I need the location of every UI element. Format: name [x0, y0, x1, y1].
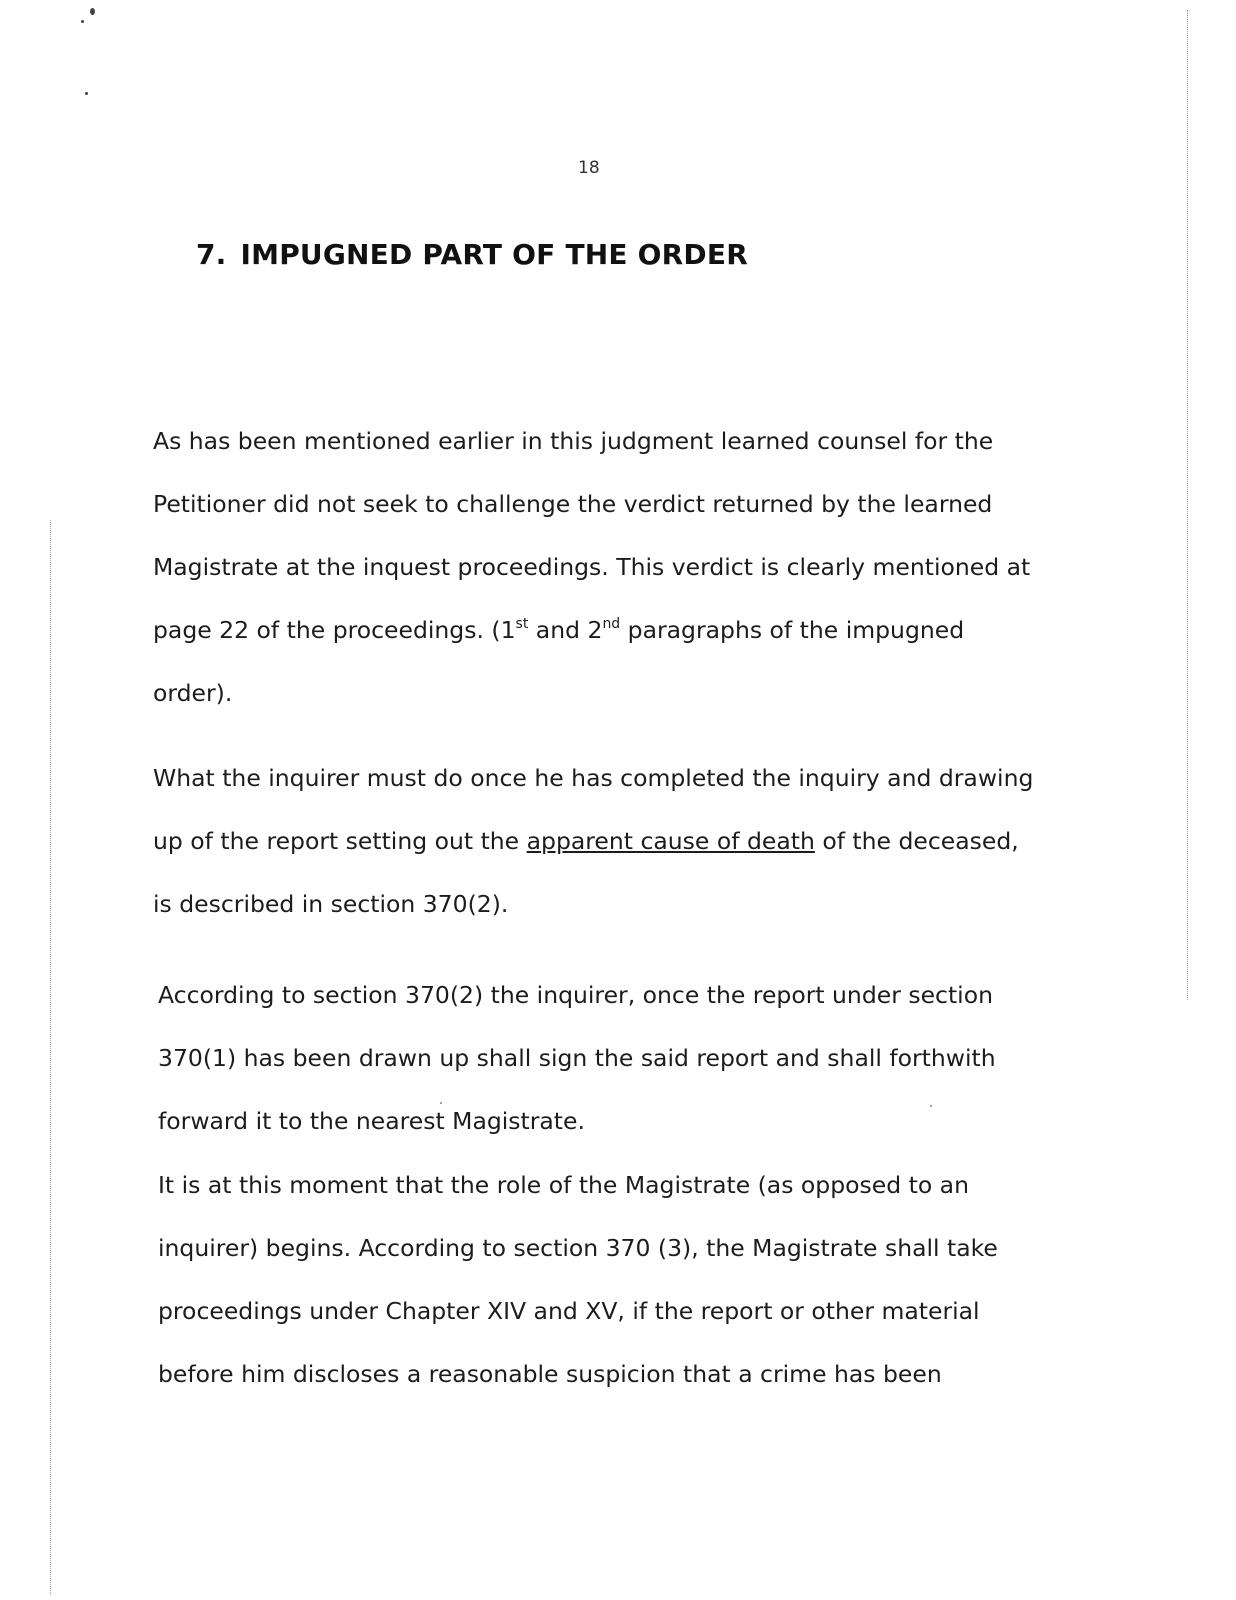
text-fragment: and 2 [528, 616, 603, 644]
paragraph-1 [153, 410, 1030, 725]
scan-speck [85, 92, 88, 95]
ordinal-suffix: nd [602, 616, 621, 632]
paragraph-line: 370(1) has been drawn up shall sign the said report and shall forthwith [158, 1044, 996, 1072]
scan-edge-right [1187, 10, 1188, 1000]
underlined-phrase: apparent cause of death [526, 827, 815, 855]
paragraph-line: order). [153, 679, 233, 707]
scan-speck [81, 20, 84, 23]
paragraph-line: What the inquirer must do once he has completed the inquiry and drawing [153, 764, 1034, 792]
paragraph-line: proceedings under Chapter XIV and XV, if the report or other material [158, 1297, 980, 1325]
page-number: 18 [578, 158, 600, 178]
section-number: 7. [196, 238, 227, 271]
text-fragment: of the deceased, [814, 827, 1019, 855]
paragraph-2 [153, 747, 1033, 936]
paragraph-line: is described in section 370(2). [153, 890, 509, 918]
ordinal-suffix: st [515, 616, 529, 632]
text-fragment: up of the report setting out the [153, 827, 527, 855]
paragraph-line: forward it to the nearest Magistrate. [158, 1107, 585, 1135]
paragraph-line: According to section 370(2) the inquirer, once the report under section [158, 981, 993, 1009]
paragraph-4 [158, 1154, 998, 1406]
section-title: IMPUGNED PART OF THE ORDER [240, 238, 748, 271]
paragraph-line: before him discloses a reasonable suspicion that a crime has been [158, 1360, 942, 1388]
scan-speck [90, 8, 95, 15]
paragraph-line: Magistrate at the inquest proceedings. This verdict is clearly mentioned at [153, 553, 1031, 581]
text-fragment: paragraphs of the impugned [620, 616, 965, 644]
paragraph-line [153, 599, 1030, 662]
paragraph-3 [158, 964, 996, 1153]
paragraph-line: Petitioner did not seek to challenge the verdict returned by the learned [153, 490, 993, 518]
section-heading [196, 238, 748, 271]
text-fragment: page 22 of the proceedings. (1 [153, 616, 516, 644]
paragraph-line: inquirer) begins. According to section 370 (3), the Magistrate shall take [158, 1234, 998, 1262]
paragraph-line [153, 810, 1033, 873]
paragraph-line: As has been mentioned earlier in this judgment learned counsel for the [153, 427, 994, 455]
paragraph-line: It is at this moment that the role of the Magistrate (as opposed to an [158, 1171, 969, 1199]
scan-edge-left [50, 520, 51, 1595]
